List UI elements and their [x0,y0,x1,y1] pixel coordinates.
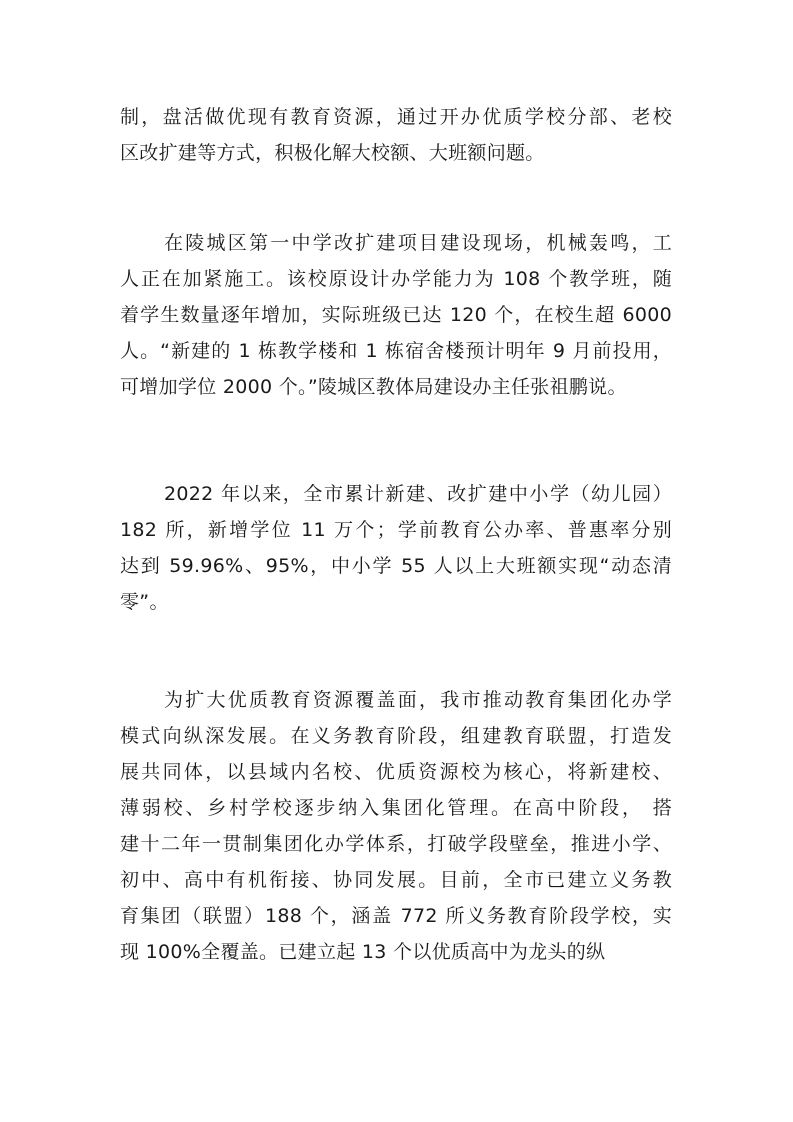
paragraph-1 [120,99,672,171]
paragraph-4 [120,682,672,970]
text-line: 建十二年一贯制集团化办学体系，打破学段壁垒，推进小学、 [120,833,672,855]
text-line: 人。“新建的 1 栋教学楼和 1 栋宿舍楼预计明年 9 月前投用， [120,340,672,362]
text-line: 制，盘活做优现有教育资源，通过开办优质学校分部、老校 [120,106,672,128]
text-line: 在陵城区第一中学改扩建项目建设现场，机械轰鸣，工 [164,232,672,254]
text-line: 达到 59.96%、95%，中小学 55 人以上大班额实现“动态清 [120,555,672,577]
text-line: 初中、高中有机衔接、协同发展。目前，全市已建立义务教 [120,869,672,891]
text-line: 薄弱校、乡村学校逐步纳入集团化管理。在高中阶段， 搭 [120,797,672,819]
text-line: 182 所，新增学位 11 万个；学前教育公办率、普惠率分别 [120,519,672,541]
text-line: 模式向纵深发展。在义务教育阶段，组建教育联盟，打造发 [120,725,672,747]
text-line: 着学生数量逐年增加，实际班级已达 120 个，在校生超 6000 [120,304,672,326]
text-line: 2022 年以来，全市累计新建、改扩建中小学（幼儿园） [164,483,672,505]
text-line: 为扩大优质教育资源覆盖面，我市推动教育集团化办学 [164,689,672,711]
paragraph-2 [120,225,672,405]
text-line: 育集团（联盟）188 个，涵盖 772 所义务教育阶段学校，实 [120,905,672,927]
text-line: 可增加学位 2000 个。”陵城区教体局建设办主任张祖鹏说。 [120,376,627,398]
text-line: 现 100%全覆盖。已建立起 13 个以优质高中为龙头的纵 [120,941,606,963]
text-line: 区改扩建等方式，积极化解大校额、大班额问题。 [120,142,545,164]
text-line: 零”。 [120,591,169,613]
paragraph-3 [120,476,672,620]
text-line: 展共同体，以县域内名校、优质资源校为核心，将新建校、 [120,761,672,783]
text-line: 人正在加紧施工。该校原设计办学能力为 108 个教学班，随 [120,268,672,290]
